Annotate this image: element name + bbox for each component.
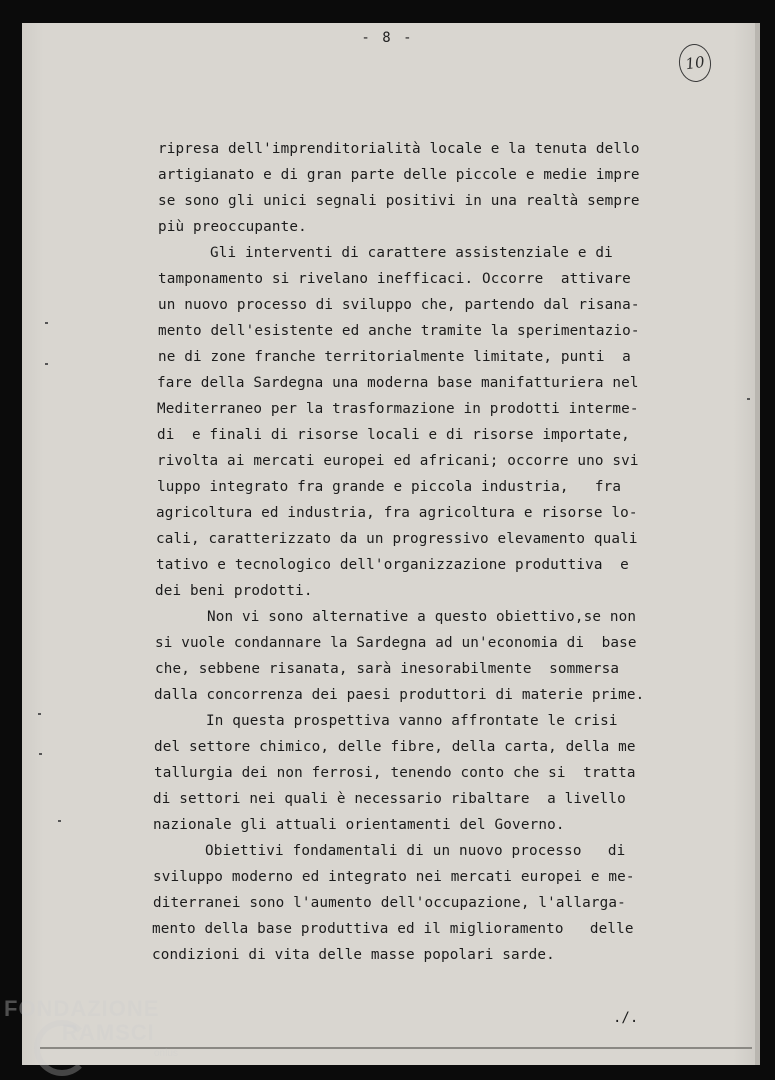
text-line: si vuole condannare la Sardegna ad un'economia di base	[155, 635, 637, 651]
paper-speck	[39, 753, 42, 755]
text-line: condizioni di vita delle masse popolari sarde.	[152, 947, 555, 963]
paper-speck	[45, 322, 48, 324]
watermark-line-1: FONDAZIONE	[4, 996, 160, 1021]
text-line: ne di zone franche territorialmente limitate, punti a	[158, 349, 631, 365]
text-line: tamponamento si rivelano inefficaci. Occorre attivare	[158, 271, 631, 287]
text-line: se sono gli unici segnali positivi in una realtà sempre	[158, 193, 640, 209]
text-line: Mediterraneo per la trasformazione in prodotti interme-	[157, 401, 639, 417]
text-line: rivolta ai mercati europei ed africani; occorre uno svi	[157, 453, 639, 469]
text-line: cali, caratterizzato da un progressivo elevamento quali	[156, 531, 638, 547]
text-line: di settori nei quali è necessario ribaltare a livello	[153, 791, 626, 807]
paper-speck	[747, 398, 750, 400]
text-line: dei beni prodotti.	[155, 583, 313, 599]
text-line: più preoccupante.	[158, 219, 307, 235]
text-line: dalla concorrenza dei paesi produttori di materie prime.	[154, 687, 645, 703]
closing-mark: ./.	[613, 1010, 639, 1026]
text-line: che, sebbene risanata, sarà inesorabilmente sommersa	[155, 661, 620, 677]
fondazione-gramsci-watermark	[4, 996, 194, 1076]
paper-speck	[45, 363, 48, 365]
text-line: fare della Sardegna una moderna base manifatturiera nel	[157, 375, 639, 391]
text-line: di e finali di risorse locali e di risorse importate,	[157, 427, 630, 443]
text-line: un nuovo processo di sviluppo che, partendo dal risana-	[158, 297, 640, 313]
text-line: ripresa dell'imprenditorialità locale e la tenuta dello	[158, 141, 640, 157]
text-line: In questa prospettiva vanno affrontate le crisi	[206, 713, 618, 729]
watermark-line-2: RAMSCI	[62, 1020, 155, 1045]
watermark-line-3: onlus	[154, 1048, 178, 1059]
text-line: agricoltura ed industria, fra agricoltura e risorse lo-	[156, 505, 638, 521]
text-line: sviluppo moderno ed integrato nei mercati europei e me-	[153, 869, 635, 885]
text-line: mento dell'esistente ed anche tramite la sperimentazio-	[158, 323, 640, 339]
text-line: Obiettivi fondamentali di un nuovo processo di	[205, 843, 626, 859]
text-line: luppo integrato fra grande e piccola industria, fra	[157, 479, 622, 495]
text-line: tativo e tecnologico dell'organizzazione produttiva e	[156, 557, 629, 573]
text-line: Gli interventi di carattere assistenziale e di	[210, 245, 613, 261]
paper-speck	[38, 713, 41, 715]
handwritten-page-number: 10	[677, 42, 714, 84]
text-line: del settore chimico, delle fibre, della carta, della me	[154, 739, 636, 755]
text-line: diterranei sono l'aumento dell'occupazione, l'allarga-	[153, 895, 626, 911]
text-line: mento della base produttiva ed il miglioramento delle	[152, 921, 634, 937]
page-number: - 8 -	[361, 30, 414, 46]
paper-speck	[58, 820, 61, 822]
page-edge	[755, 23, 760, 1065]
text-line: artigianato e di gran parte delle piccole e medie impre	[158, 167, 640, 183]
text-line: Non vi sono alternative a questo obiettivo,se non	[207, 609, 637, 625]
text-line: tallurgia dei non ferrosi, tenendo conto che si tratta	[154, 765, 636, 781]
text-line: nazionale gli attuali orientamenti del Governo.	[153, 817, 565, 833]
